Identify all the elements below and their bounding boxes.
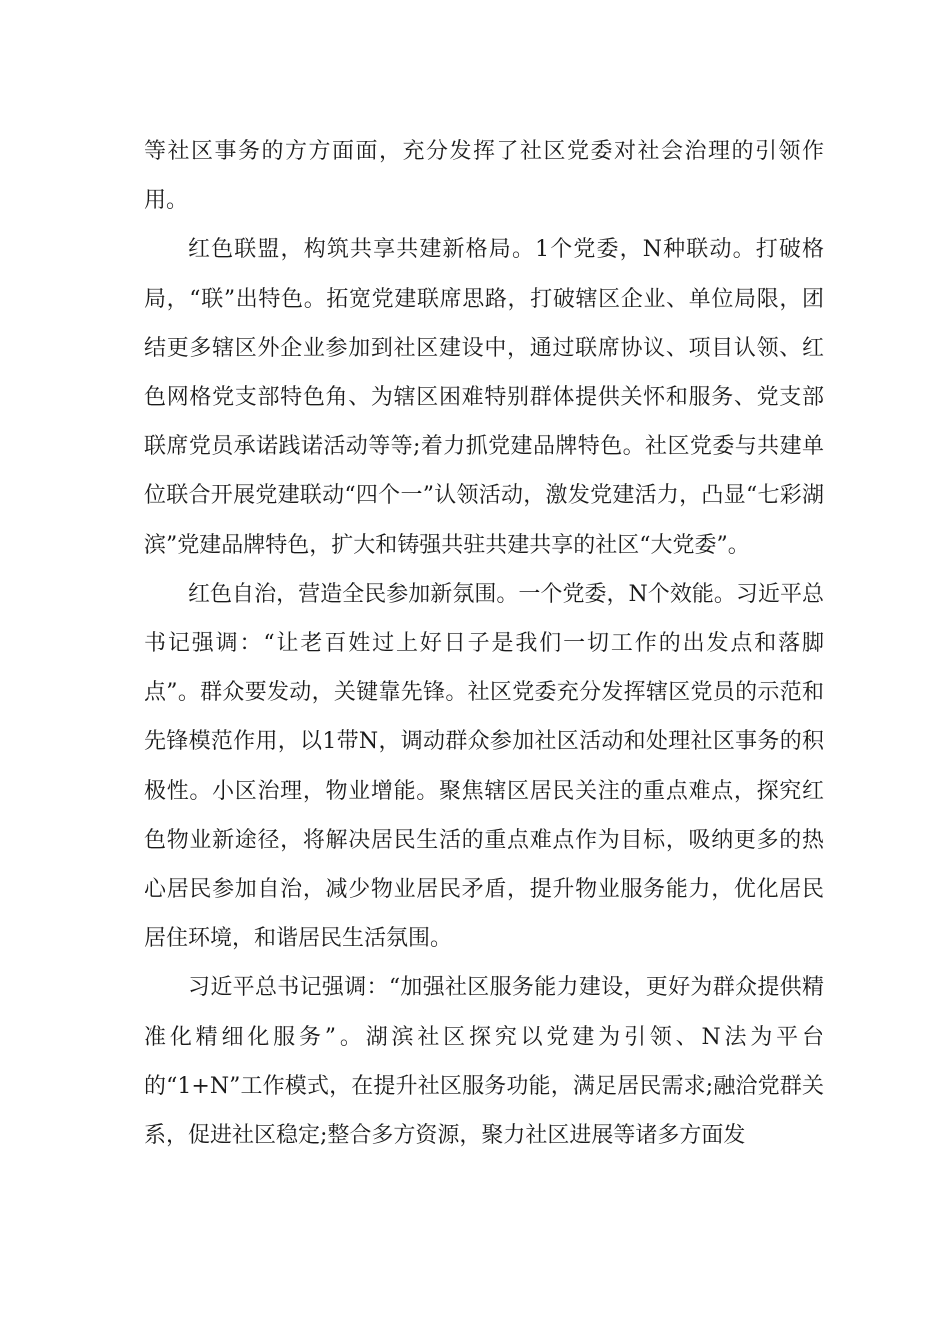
paragraph-continuation: 等社区事务的方方面面，充分发挥了社区党委对社会治理的引领作用。: [144, 139, 824, 214]
document-body: [144, 127, 824, 1160]
paragraph-red-alliance: 红色联盟，构筑共享共建新格局。1个党委，N种联动。打破格局，“联”出特色。拓宽党建联席思路，打破辖区企业、单位局限，团结更多辖区外企业参加到社区建设中，通过联席协议、项目认领、红色网格党支部特色角、为辖区困难特别群体提供关怀和服务、党支部联席党员承诺践诺活动等等;着力抓党建品牌特色。社区党委与共建单位联合开展党建联动“四个一”认领活动，激发党建活力，凸显“七彩湖滨”党建品牌特色，扩大和铸强共驻共建共享的社区“大党委”。: [144, 237, 824, 558]
paragraph-red-autonomy: 红色自治，营造全民参加新氛围。一个党委，N个效能。习近平总书记强调：“让老百姓过上好日子是我们一切工作的出发点和落脚点”。群众要发动，关键靠先锋。社区党委充分发挥辖区党员的示范和先锋模范作用，以1带N，调动群众参加社区活动和处理社区事务的积极性。小区治理，物业增能。聚焦辖区居民关注的重点难点，探究红色物业新途径，将解决居民生活的重点难点作为目标，吸纳更多的热心居民参加自治，减少物业居民矛盾，提升物业服务能力，优化居民居住环境，和谐居民生活氛围。: [144, 581, 824, 952]
paragraph-service-capacity: 习近平总书记强调：“加强社区服务能力建设，更好为群众提供精准化精细化服务”。湖滨社区探究以党建为引领、N法为平台的“1+N”工作模式，在提升社区服务功能，满足居民需求;融洽党群关系，促进社区稳定;整合多方资源，聚力社区进展等诸多方面发: [144, 975, 824, 1149]
